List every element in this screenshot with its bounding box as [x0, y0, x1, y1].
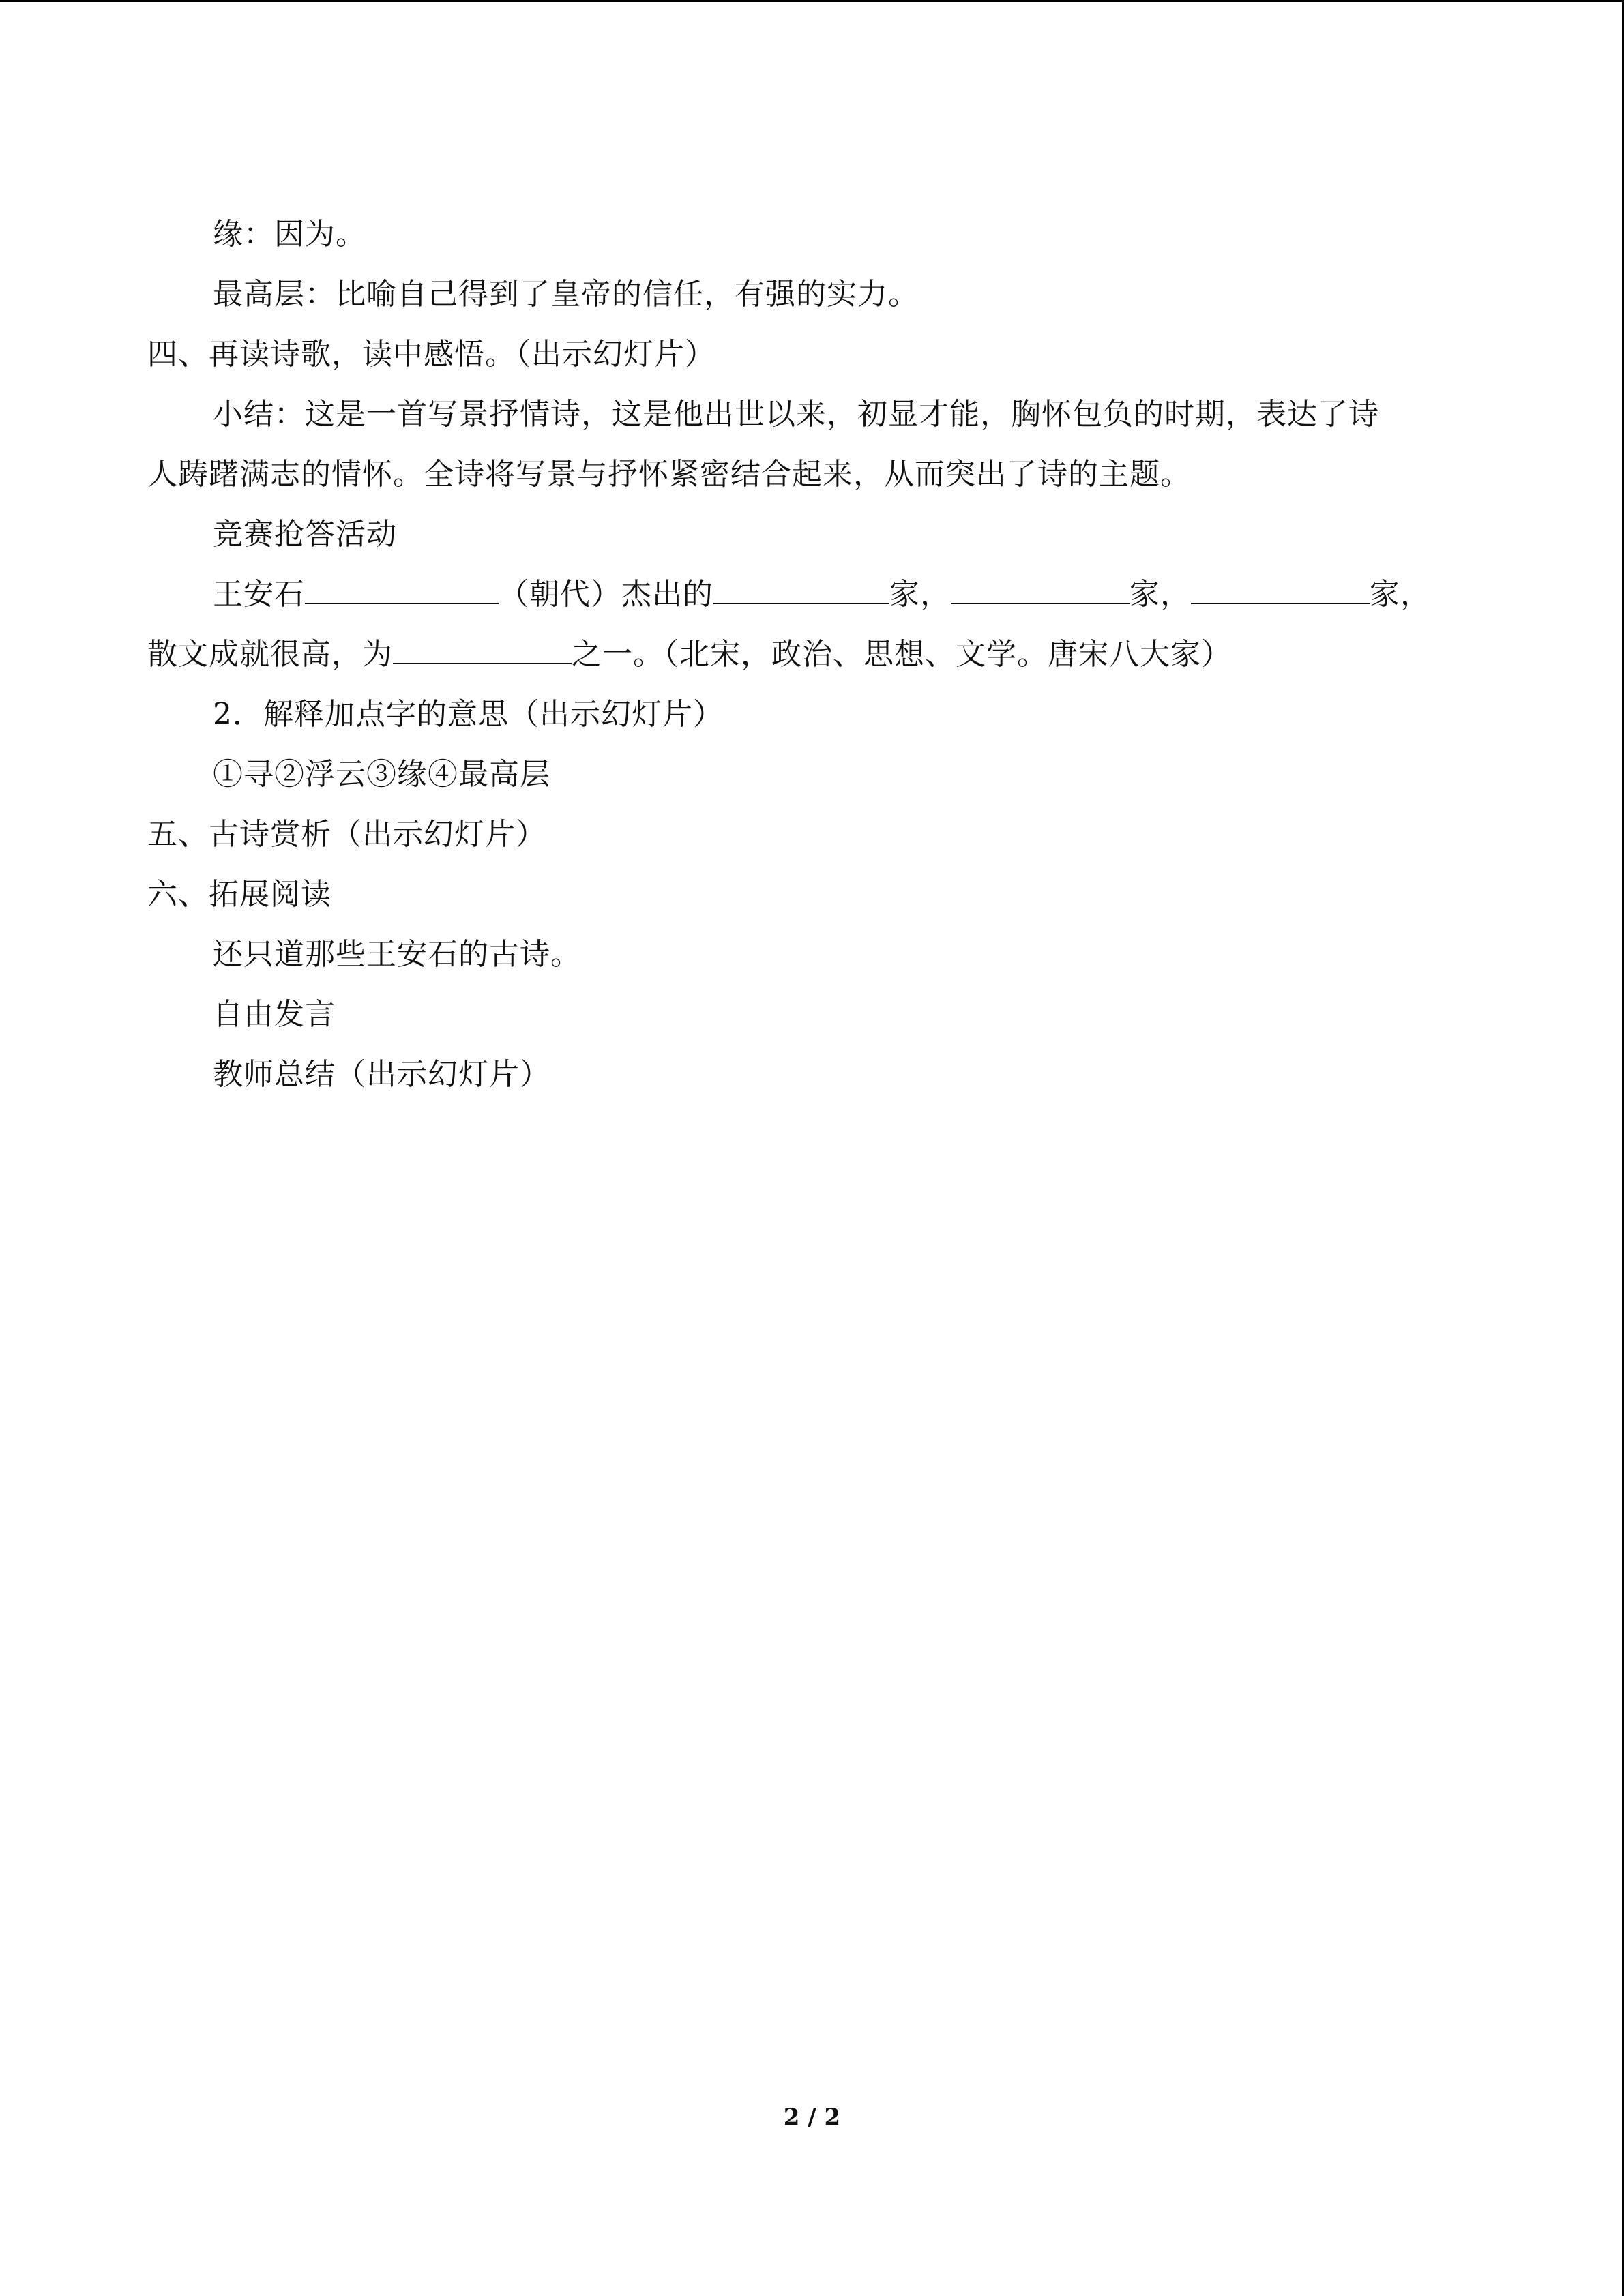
- quiz-fill-blank-line-1: [147, 565, 1457, 625]
- fill-blank-dynasty: [305, 576, 499, 604]
- quiz-text-jia-3: 家，: [1370, 577, 1431, 612]
- quiz-text-jia-1: 家，: [889, 577, 951, 612]
- section-heading-6: 六、拓展阅读: [147, 877, 331, 912]
- quiz-text-dynasty: （朝代）杰出的: [499, 577, 713, 612]
- quiz-text-prose: 散文成就很高，为: [147, 637, 393, 672]
- characters-list: ①寻②浮云③缘④最高层: [213, 757, 550, 792]
- definition-zuigaoceng: 最高层：比喻自己得到了皇帝的信任，有强的实力。: [213, 277, 919, 312]
- fill-blank-field-3: [1191, 576, 1370, 604]
- quiz-text-answer: 之一。（北宋，政治、思想、文学。唐宋八大家）: [572, 637, 1232, 672]
- fill-blank-title: [393, 636, 572, 664]
- summary-paragraph-line-1: 小结：这是一首写景抒情诗，这是他出世以来，初显才能，胸怀包负的时期，表达了诗: [213, 397, 1379, 432]
- quiz-activity-title: 竞赛抢答活动: [213, 517, 397, 552]
- quiz-text-wanganshi: 王安石: [213, 577, 305, 612]
- definition-yuan: 缘：因为。: [213, 217, 366, 252]
- free-discussion: 自由发言: [213, 997, 336, 1032]
- teacher-summary: 教师总结（出示幻灯片）: [213, 1057, 550, 1092]
- quiz-text-jia-2: 家，: [1130, 577, 1191, 612]
- section-heading-4: 四、再读诗歌，读中感悟。（出示幻灯片）: [147, 337, 715, 372]
- summary-paragraph-line-2: 人踌躇满志的情怀。全诗将写景与抒怀紧密结合起来，从而突出了诗的主题。: [147, 457, 1191, 492]
- page-border-top: [0, 0, 1624, 2]
- page-number: 2 / 2: [783, 2104, 841, 2131]
- document-body: [147, 205, 1457, 1105]
- extended-reading-prompt: 还只道那些王安石的古诗。: [213, 937, 581, 972]
- section-heading-5: 五、古诗赏析（出示幻灯片）: [147, 817, 546, 852]
- fill-blank-field-2: [951, 576, 1130, 604]
- explain-characters-item: 2．解释加点字的意思（出示幻灯片）: [213, 697, 724, 732]
- quiz-fill-blank-line-2: [147, 625, 1457, 685]
- fill-blank-field-1: [713, 576, 889, 604]
